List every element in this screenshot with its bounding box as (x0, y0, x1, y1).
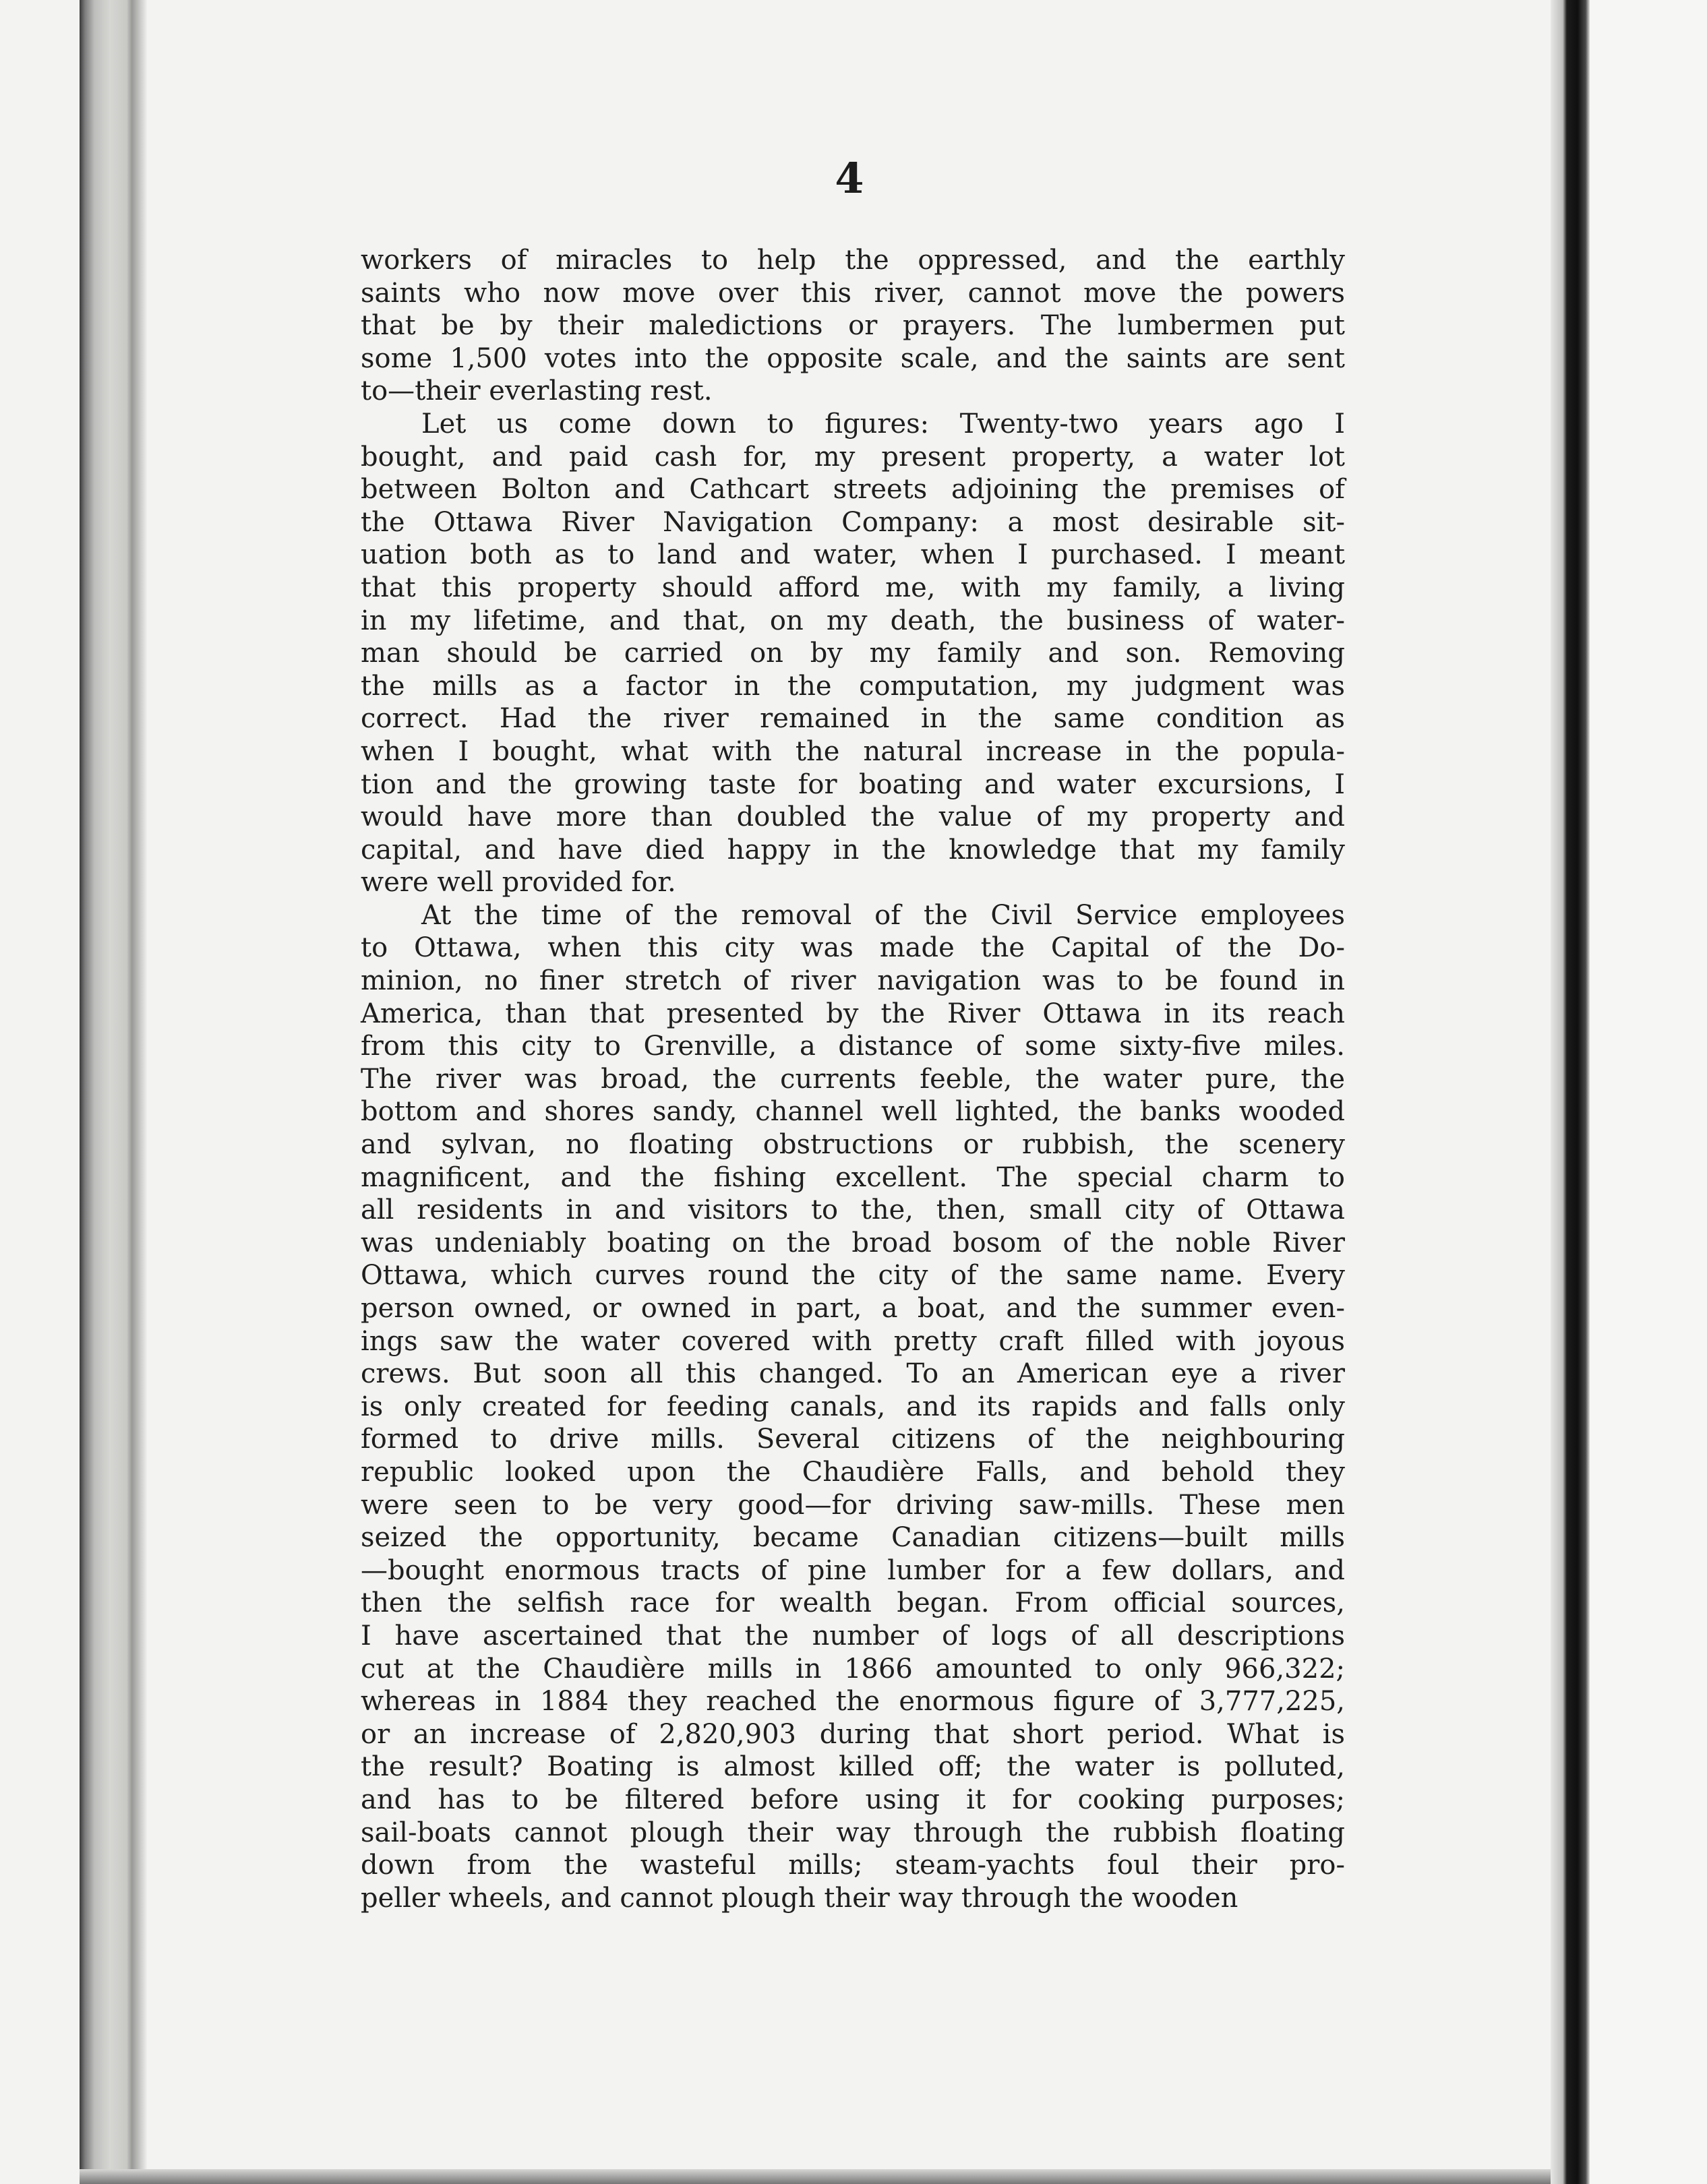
text-line: or an increase of 2,820,903 during that short period. What is (361, 1718, 1345, 1750)
text-line: ings saw the water covered with pretty craft filled with joyous (361, 1325, 1345, 1357)
text-line: At the time of the removal of the Civil Service employees (421, 899, 1345, 931)
text-line: crews. But soon all this changed. To an American eye a river (361, 1358, 1345, 1390)
text-line: that be by their maledictions or prayers. The lumbermen put (361, 310, 1345, 342)
text-line: in my lifetime, and that, on my death, the business of water- (361, 605, 1345, 636)
text-line: to Ottawa, when this city was made the Capital of the Do- (361, 932, 1345, 964)
text-line: from this city to Grenville, a distance of some sixty-five miles. (361, 1031, 1345, 1062)
text-line: Let us come down to figures: Twenty-two years ago I (421, 408, 1345, 439)
text-line: bottom and shores sandy, channel well lighted, the banks wooded (361, 1096, 1345, 1128)
text-line: to—their everlasting rest. (361, 375, 713, 407)
text-line: The river was broad, the currents feeble, the water pure, the (361, 1063, 1345, 1095)
text-line: is only created for feeding canals, and its rapids and falls only (361, 1391, 1345, 1422)
page-bottom-edge (80, 2169, 1551, 2184)
text-line: would have more than doubled the value of my property and (361, 801, 1345, 833)
text-line: the result? Boating is almost killed off; the water is polluted, (361, 1751, 1345, 1783)
text-line: seized the opportunity, became Canadian citizens—built mills (361, 1522, 1345, 1554)
text-line: were well provided for. (361, 867, 676, 899)
text-line: workers of miracles to help the oppressed, and the earthly (361, 245, 1345, 276)
text-line: Ottawa, which curves round the city of the same name. Every (361, 1260, 1345, 1292)
text-line: tion and the growing taste for boating and water excursions, I (361, 768, 1345, 800)
book-binding (80, 0, 133, 2184)
text-line: the mills as a factor in the computation, my judgment was (361, 670, 1345, 702)
text-line: I have ascertained that the number of logs of all descriptions (361, 1620, 1345, 1651)
text-line: peller wheels, and cannot plough their way through the wooden (361, 1882, 1238, 1914)
text-line: all residents in and visitors to the, then, small city of Ottawa (361, 1194, 1345, 1226)
binding-shadow (132, 0, 147, 2184)
text-line: and has to be filtered before using it for cooking purposes; (361, 1784, 1345, 1815)
text-line: and sylvan, no floating obstructions or rubbish, the scenery (361, 1129, 1345, 1161)
page-number: 4 (835, 154, 864, 203)
text-line: —bought enormous tracts of pine lumber for a few dollars, and (361, 1554, 1345, 1586)
text-line: then the selfish race for wealth began. From official sources, (361, 1587, 1345, 1619)
text-line: minion, no finer stretch of river navigation was to be found in (361, 965, 1345, 997)
paragraph (361, 408, 1345, 899)
text-line: correct. Had the river remained in the same condition as (361, 703, 1345, 735)
page-gutter (1551, 0, 1590, 2184)
text-line: man should be carried on by my family and son. Removing (361, 638, 1345, 669)
body-text (361, 244, 1345, 1914)
text-line: was undeniably boating on the broad bosom of the noble River (361, 1227, 1345, 1258)
text-line: uation both as to land and water, when I purchased. I meant (361, 539, 1345, 571)
text-line: cut at the Chaudière mills in 1866 amounted to only 966,322; (361, 1653, 1345, 1685)
text-line: saints who now move over this river, cannot move the powers (361, 277, 1345, 309)
text-line: sail-boats cannot plough their way through the rubbish floating (361, 1817, 1345, 1848)
text-line: some 1,500 votes into the opposite scale, and the saints are sent (361, 342, 1345, 374)
text-line: between Bolton and Cathcart streets adjoining the premises of (361, 474, 1345, 506)
text-line: person owned, or owned in part, a boat, and the summer even- (361, 1293, 1345, 1324)
text-line: when I bought, what with the natural increase in the popula- (361, 735, 1345, 767)
text-line: capital, and have died happy in the knowledge that my family (361, 834, 1345, 866)
text-line: were seen to be very good—for driving saw-mills. These men (361, 1489, 1345, 1521)
paragraph (361, 899, 1345, 1914)
text-line: the Ottawa River Navigation Company: a most desirable sit- (361, 506, 1345, 538)
paragraph (361, 244, 1345, 408)
text-line: formed to drive mills. Several citizens of the neighbouring (361, 1424, 1345, 1455)
text-line: republic looked upon the Chaudière Falls, and behold they (361, 1456, 1345, 1488)
text-line: that this property should afford me, with my family, a living (361, 572, 1345, 603)
text-line: whereas in 1884 they reached the enormous figure of 3,777,225, (361, 1686, 1345, 1718)
adjacent-page-edge (1590, 0, 1707, 2184)
text-line: America, than that presented by the River Ottawa in its reach (361, 998, 1345, 1029)
text-line: down from the wasteful mills; steam-yachts foul their pro- (361, 1850, 1345, 1881)
text-line: magnificent, and the fishing excellent. The special charm to (361, 1161, 1345, 1193)
text-line: bought, and paid cash for, my present property, a water lot (361, 441, 1345, 473)
